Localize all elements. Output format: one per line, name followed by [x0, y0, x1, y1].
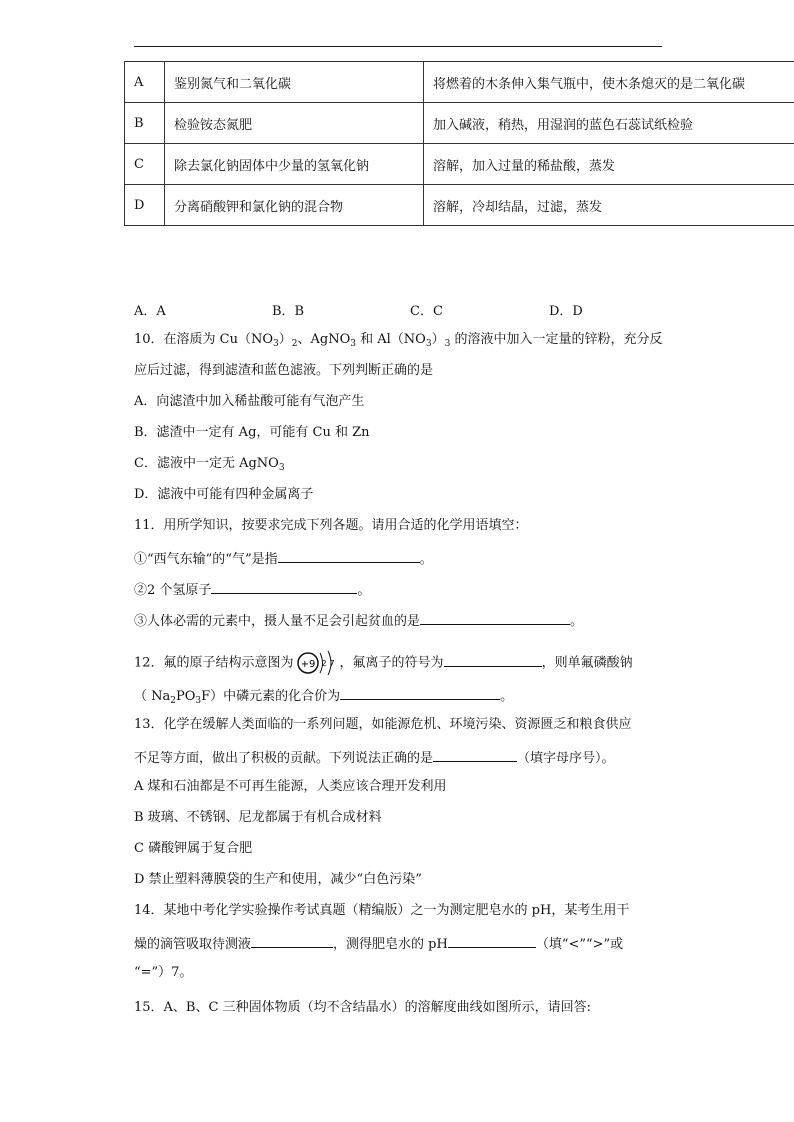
experiment-purpose: 检验铵态氮肥 [165, 103, 424, 144]
table-row [125, 144, 794, 185]
q13-stem-line1: 13．化学在缓解人类面临的一系列问题，如能源危机、环境污染、资源匮乏和粮食供应 [134, 717, 632, 732]
q10-text: C．滤液中一定无 AgNO [134, 456, 279, 471]
experiment-method: 加入碱液，稍热，用湿润的蓝色石蕊试纸检验 [424, 103, 794, 144]
q10-text: ） [431, 332, 445, 347]
subscript: 3 [350, 339, 356, 349]
q10-text: ） [278, 332, 292, 347]
answer-blank[interactable] [444, 653, 542, 667]
fluorine-atom-structure-diagram [296, 648, 338, 678]
subscript: 2 [291, 339, 298, 349]
q9-choice-a: A．A [134, 304, 166, 319]
experiment-method: 将燃着的木条伸入集气瓶中，使木条熄灭的是二氧化碳 [424, 62, 794, 103]
q11-text: 。 [357, 583, 371, 598]
header-rule [134, 46, 662, 47]
answer-blank[interactable] [448, 934, 536, 948]
table-row [125, 62, 794, 103]
shell-2-electrons: 7 [329, 659, 335, 668]
option-letter: C [125, 144, 165, 185]
q12-line2 [134, 686, 513, 705]
q14-stem-line3: “=”）7。 [134, 965, 193, 980]
q13-option-d: D 禁止塑料薄膜袋的生产和使用，减少“白色污染” [134, 872, 422, 887]
q14-text: 燥的滴管吸取待测液 [134, 937, 252, 952]
subscript: 3 [273, 339, 279, 349]
q11-item-1 [134, 549, 433, 568]
q11-text: 。 [570, 614, 584, 629]
q12-text: ，则单氟磷酸钠 [541, 655, 633, 671]
q10-text: 和 Al（NO [356, 332, 426, 347]
q12-text: （ Na [134, 689, 171, 704]
answer-blank[interactable] [340, 686, 500, 700]
table-row [125, 103, 794, 144]
q11-text: ①“西气东输”的“气”是指 [134, 552, 278, 567]
answer-blank[interactable] [211, 580, 357, 594]
subscript: 3 [425, 339, 432, 349]
subscript: 3 [444, 339, 451, 349]
answer-blank[interactable] [251, 934, 333, 948]
q14-text: ，测得肥皂水的 pH [333, 937, 448, 952]
q12-text: F）中磷元素的化合价为 [201, 689, 341, 704]
answer-blank[interactable] [278, 549, 420, 563]
q13-option-c: C 磷酸钾属于复合肥 [134, 841, 253, 856]
q13-option-b: B 玻璃、不锈钢、尼龙都属于有机合成材料 [134, 810, 382, 825]
q9-choice-d: D．D [549, 304, 583, 319]
q10-stem-line2: 应后过滤，得到滤渣和蓝色滤液。下列判断正确的是 [134, 363, 434, 378]
q9-choice-b: B．B [272, 304, 305, 319]
q10-text: 、AgNO [297, 332, 351, 347]
experiment-purpose: 分离硝酸钾和氯化钠的混合物 [165, 185, 424, 226]
q13-stem-line2 [134, 748, 615, 767]
subscript: 3 [278, 463, 285, 473]
experiment-method: 溶解，加入过量的稀盐酸，蒸发 [424, 144, 794, 185]
option-letter: A [125, 62, 165, 103]
nucleus-charge: +9 [300, 659, 315, 670]
q10-option-c [134, 456, 285, 472]
q13-text: （填字母序号）。 [517, 751, 615, 766]
table-row [125, 185, 794, 226]
q13-option-a: A 煤和石油都是不可再生能源，人类应该合理开发利用 [134, 779, 447, 794]
q13-text: 不足等方面，做出了积极的贡献。下列说法正确的是 [134, 751, 434, 766]
q10-text: 的溶液中加入一定量的锌粉，充分反 [450, 332, 663, 347]
q10-option-b: B．滤渣中一定有 Ag，可能有 Cu 和 Zn [134, 425, 370, 440]
q15-stem: 15．A、B、C 三种固体物质（均不含结晶水）的溶解度曲线如图所示，请回答: [134, 1000, 591, 1015]
q11-stem: 11．用所学知识，按要求完成下列各题。请用合适的化学用语填空： [134, 518, 528, 533]
q11-text: ②2 个氢原子 [134, 583, 212, 598]
q10-stem-line1 [134, 332, 662, 348]
q11-text: 。 [419, 552, 433, 567]
answer-blank[interactable] [433, 748, 517, 762]
shell-1-electrons: 2 [321, 659, 327, 668]
experiment-options-table [124, 61, 794, 226]
q14-stem-line2 [134, 934, 623, 953]
q12-line1 [134, 648, 633, 678]
q10-option-a: A．向滤渣中加入稀盐酸可能有气泡产生 [134, 394, 365, 409]
q14-text: （填“<”“>”或 [535, 937, 624, 952]
subscript: 3 [195, 696, 202, 706]
experiment-purpose: 鉴别氮气和二氧化碳 [165, 62, 424, 103]
q12-text: ，氟离子的符号为 [339, 655, 444, 671]
experiment-method: 溶解，冷却结晶，过滤，蒸发 [424, 185, 794, 226]
q9-choice-c: C．C [410, 304, 443, 319]
q10-text: 10．在溶质为 Cu（NO [134, 332, 274, 347]
answer-blank[interactable] [420, 611, 570, 625]
subscript: 2 [170, 696, 176, 706]
experiment-purpose: 除去氯化钠固体中少量的氢氧化钠 [165, 144, 424, 185]
q12-text: 。 [500, 689, 514, 704]
option-letter: D [125, 185, 165, 226]
q11-item-3 [134, 611, 583, 630]
q11-text: ③人体必需的元素中，摄人量不足会引起贫血的是 [134, 614, 421, 629]
q12-text: 12．氟的原子结构示意图为 [134, 655, 294, 671]
q14-stem-line1: 14．某地中考化学实验操作考试真题（精编版）之一为测定肥皂水的 pH，某考生用干 [134, 903, 630, 918]
q10-option-d: D．滤液中可能有四种金属离子 [134, 487, 314, 502]
q11-item-2 [134, 580, 370, 599]
q12-text: PO [176, 689, 196, 704]
option-letter: B [125, 103, 165, 144]
